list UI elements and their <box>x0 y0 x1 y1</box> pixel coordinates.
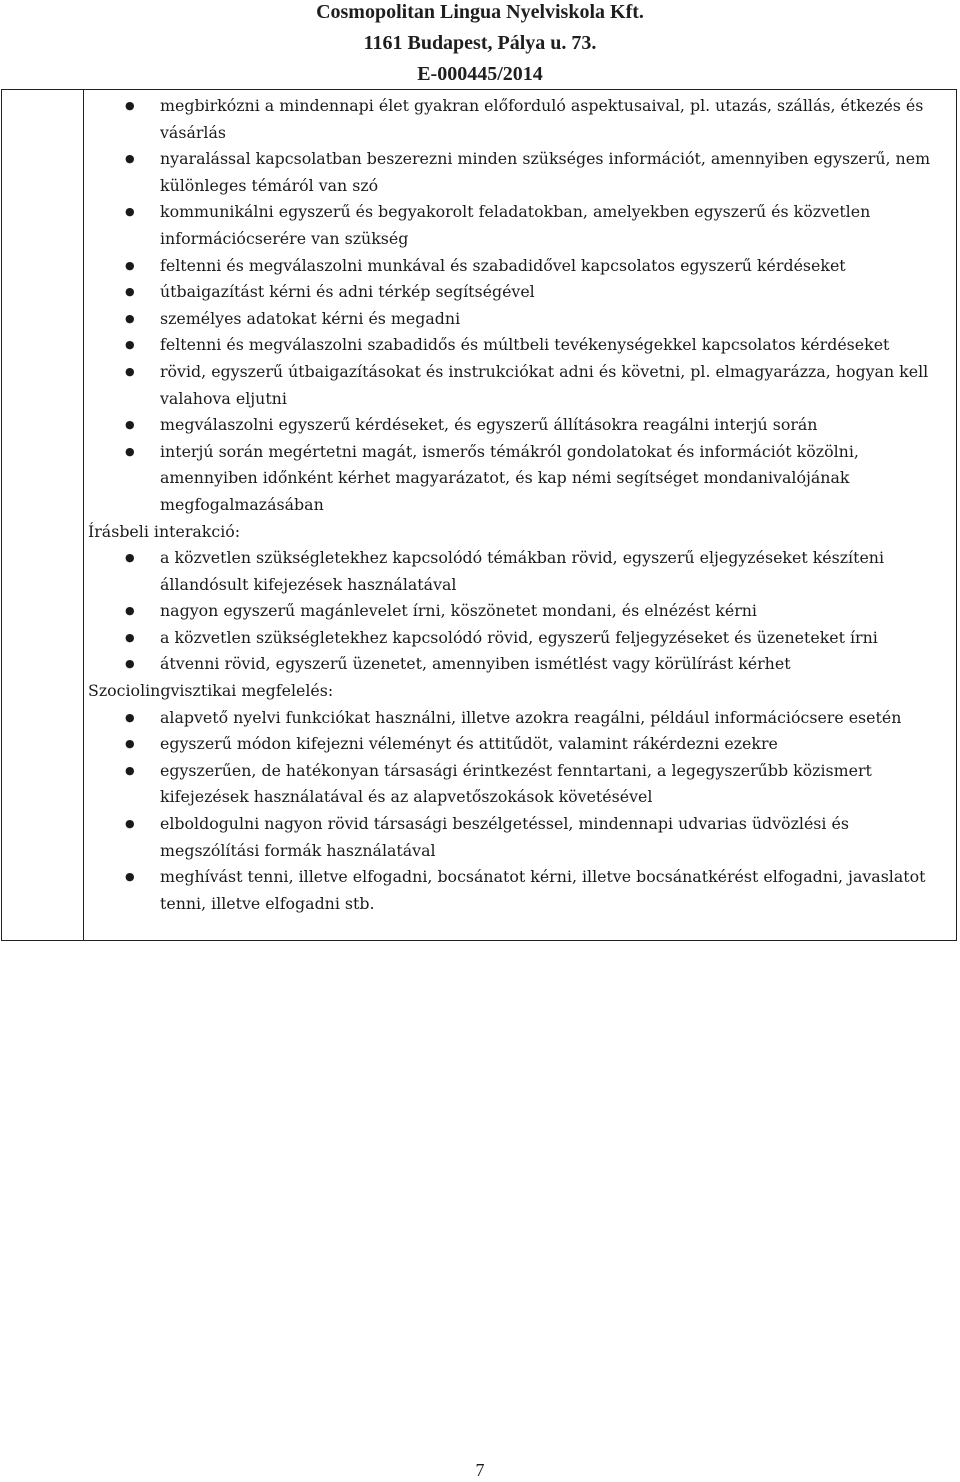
list-item-text: megbirkózni a mindennapi élet gyakran előforduló aspektusaival, pl. utazás, szállás, étkezés és vásárlás <box>160 96 924 142</box>
bullet-icon: ● <box>125 418 135 432</box>
bullet-icon: ● <box>125 551 135 565</box>
bullet-icon: ● <box>125 285 135 299</box>
list-item-text: feltenni és megválaszolni munkával és szabadidővel kapcsolatos egyszerű kérdéseket <box>160 255 846 275</box>
list-item <box>88 811 952 864</box>
bullet-icon: ● <box>125 604 135 618</box>
bullet-icon: ● <box>125 817 135 831</box>
list-item-text: feltenni és megválaszolni szabadidős és múltbeli tevékenységekkel kapcsolatos kérdéseket <box>160 335 890 355</box>
list-item-text: a közvetlen szükségletekhez kapcsolódó rövid, egyszerű feljegyzéseket és üzeneteket írni <box>160 627 878 647</box>
bullet-icon: ● <box>125 444 135 458</box>
company-name: Cosmopolitan Lingua Nyelviskola Kft. <box>316 1 644 23</box>
sociolinguistic-list <box>88 705 952 918</box>
bullet-icon: ● <box>125 737 135 751</box>
list-item <box>88 864 952 917</box>
list-item-text: kommunikálni egyszerű és begyakorolt feladatokban, amelyekben egyszerű és közvetlen információcserére van szükség <box>160 202 871 248</box>
bullet-icon: ● <box>125 338 135 352</box>
list-item <box>88 439 952 519</box>
list-item <box>88 758 952 811</box>
list-item-text: átvenni rövid, egyszerű üzenetet, amennyiben ismétlést vagy körülírást kérhet <box>160 654 791 674</box>
bullet-icon: ● <box>125 152 135 166</box>
skills-list <box>88 93 952 519</box>
bullet-icon: ● <box>125 258 135 272</box>
written-interaction-list <box>88 545 952 678</box>
bullet-icon: ● <box>125 763 135 777</box>
bullet-icon: ● <box>125 630 135 644</box>
list-item-text: nagyon egyszerű magánlevelet írni, köszönetet mondani, és elnézést kérni <box>160 601 757 621</box>
registration-number: E-000445/2014 <box>417 63 543 85</box>
section-title-written: Írásbeli interakció: <box>88 521 241 541</box>
list-item <box>88 146 952 199</box>
list-item-text: rövid, egyszerű útbaigazításokat és instrukciókat adni és követni, pl. elmagyarázza, hogyan kell valahova eljutni <box>160 361 929 408</box>
bullet-icon: ● <box>125 311 135 325</box>
list-item <box>88 545 952 598</box>
list-item-text: útbaigazítást kérni és adni térkép segítségével <box>160 282 535 302</box>
list-item-text: nyaralással kapcsolatban beszerezni minden szükséges információt, amennyiben egyszerű, nem különleges témáról van szó <box>160 149 931 195</box>
list-item-text: interjú során megértetni magát, ismerős témákról gondolatokat és információt közölni, amennyiben időnként kérhet magyarázatot, és kap némi segítséget mondanivalójának megfogalmazásában <box>160 441 859 514</box>
list-item <box>88 332 952 359</box>
list-item <box>88 412 952 439</box>
bullet-icon: ● <box>125 205 135 219</box>
page-number: 7 <box>475 1460 485 1480</box>
list-item-text: egyszerű módon kifejezni véleményt és attitűdöt, valamint rákérdezni ezekre <box>160 734 778 754</box>
bullet-icon: ● <box>125 364 135 378</box>
content-table <box>1 89 957 941</box>
list-item-text: meghívást tenni, illetve elfogadni, bocsánatot kérni, illetve bocsánatkérést elfogadni, javaslatot tenni, illetve elfogadni stb. <box>160 867 926 913</box>
list-item <box>88 279 952 306</box>
list-item <box>88 651 952 678</box>
company-address: 1161 Budapest, Pálya u. 73. <box>363 32 597 54</box>
list-item-text: elboldogulni nagyon rövid társasági beszélgetéssel, mindennapi udvarias üdvözlési és megszólítási formák használatával <box>160 814 849 860</box>
bullet-icon: ● <box>125 657 135 671</box>
list-item <box>88 359 952 412</box>
list-item <box>88 93 952 146</box>
list-item-text: egyszerűen, de hatékonyan társasági érintkezést fenntartani, a legegyszerűbb közismert kifejezések használatával és az alapvetőszokások követésével <box>160 760 872 807</box>
list-item <box>88 731 952 758</box>
list-item <box>88 199 952 252</box>
list-item-text: személyes adatokat kérni és megadni <box>160 308 461 328</box>
bullet-icon: ● <box>125 99 135 112</box>
section-title-sociolinguistic: Szociolingvisztikai megfelelés: <box>88 681 334 701</box>
list-item <box>88 598 952 625</box>
bullet-icon: ● <box>125 710 135 724</box>
list-item <box>88 705 952 732</box>
bullet-icon: ● <box>125 870 135 884</box>
table-left-column <box>2 90 84 940</box>
list-item <box>88 306 952 333</box>
list-item-text: alapvető nyelvi funkciókat használni, illetve azokra reagálni, például információcsere esetén <box>160 707 902 727</box>
list-item <box>88 253 952 280</box>
page-header <box>0 0 960 90</box>
list-item-text: a közvetlen szükségletekhez kapcsolódó témákban rövid, egyszerű eljegyzéseket készíteni állandósult kifejezések használatával <box>160 548 885 594</box>
list-item-text: megválaszolni egyszerű kérdéseket, és egyszerű állításokra reagálni interjú során <box>160 415 818 435</box>
list-item <box>88 625 952 652</box>
table-content-cell <box>88 93 952 917</box>
